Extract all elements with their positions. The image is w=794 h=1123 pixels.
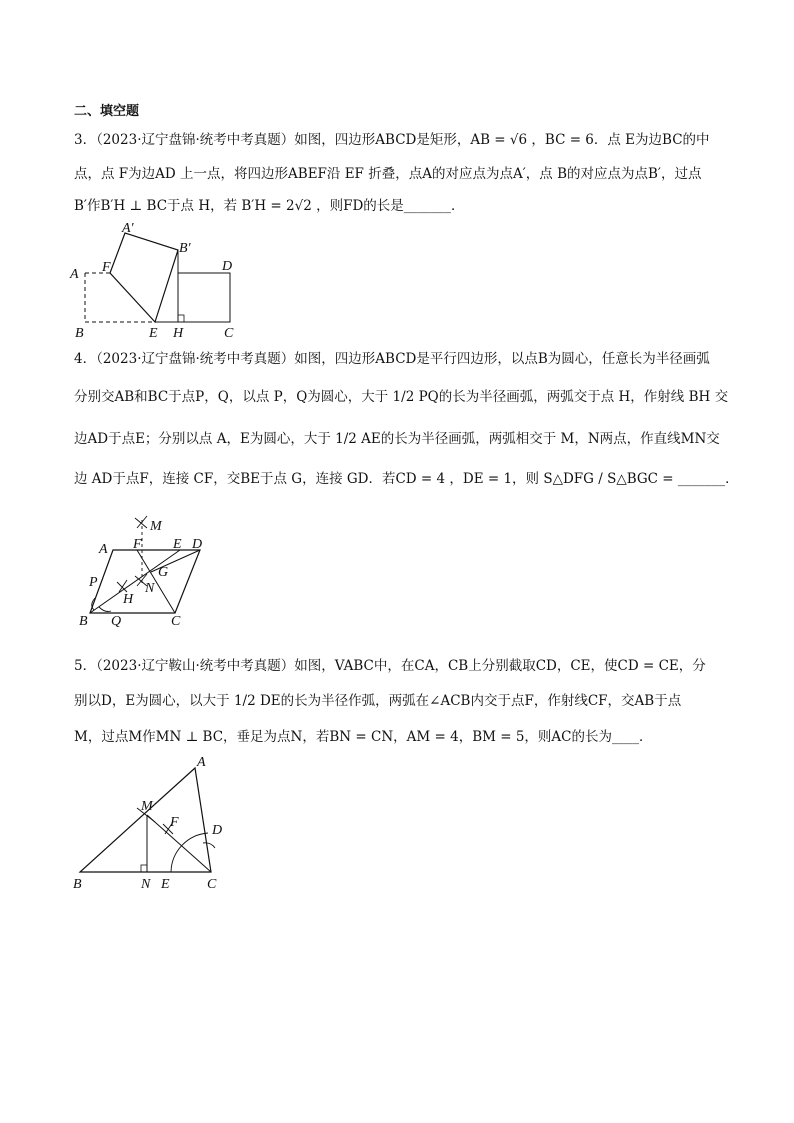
q5-label-m: M bbox=[141, 799, 153, 814]
q5-label-c: C bbox=[207, 877, 217, 892]
q3-label-a-prime: A′ bbox=[122, 221, 134, 236]
q5-label-n: N bbox=[141, 877, 151, 892]
q4-line-4: 边 AD于点F，连接 CF，交BE于点 G，连接 GD．若CD = 4 ，DE = 1，则 S△DFG / S△BGC = _______． bbox=[74, 471, 739, 487]
q4-figure bbox=[75, 510, 225, 630]
q5-label-b: B bbox=[73, 877, 82, 892]
q4-label-q: Q bbox=[111, 614, 122, 629]
q3-line-2: 点，点 F为边AD 上一点，将四边形ABEF沿 EF 折叠，点A的对应点为点A′，点 B的对应点为点B′，过点 bbox=[74, 166, 702, 182]
q4-label-n: N bbox=[145, 581, 155, 596]
q4-label-d: D bbox=[192, 537, 203, 552]
q3-label-a: A bbox=[70, 267, 79, 282]
q4-label-e: E bbox=[173, 537, 182, 552]
q4-label-m: M bbox=[150, 519, 162, 534]
q3-label-h: H bbox=[173, 326, 184, 341]
q4-line-2: 分别交AB和BC于点P，Q，以点 P，Q为圆心，大于 1/2 PQ的长为半径画弧，两弧交于点 H，作射线 BH 交 bbox=[74, 389, 729, 405]
q3-label-c: C bbox=[224, 326, 234, 341]
q5-figure bbox=[65, 750, 235, 895]
q3-label-d: D bbox=[222, 259, 233, 274]
section-title: 二、填空题 bbox=[74, 104, 140, 119]
q5-line-2: 别以D，E为圆心，以大于 1/2 DE的长为半径作弧，两弧在∠ACB内交于点F，作射线CF，交AB于点 bbox=[74, 693, 682, 709]
q3-figure bbox=[60, 220, 260, 345]
q5-line-3: M，过点M作MN ⊥ BC，垂足为点N，若BN = CN，AM = 4，BM = 5，则AC的长为____． bbox=[74, 729, 653, 745]
q5-label-e: E bbox=[161, 877, 170, 892]
q5-label-d: D bbox=[212, 823, 223, 838]
q4-label-b: B bbox=[79, 614, 88, 629]
q3-label-e: E bbox=[149, 326, 158, 341]
q4-label-g: G bbox=[158, 565, 169, 580]
q3-line-1: 3．（2023·辽宁盘锦·统考中考真题）如图，四边形ABCD是矩形，AB = √6 ，BC = 6．点 E为边BC的中 bbox=[74, 132, 710, 148]
q4-line-3: 边AD于点E；分别以点 A，E为圆心，大于 1/2 AE的长为半径画弧，两弧相交于 M，N两点，作直线MN交 bbox=[74, 431, 720, 447]
q3-label-b: B bbox=[75, 326, 84, 341]
q5-line-1: 5．（2023·辽宁鞍山·统考中考真题）如图，VABC中，在CA，CB上分别截取CD，CE，使CD = CE，分 bbox=[74, 658, 706, 674]
q4-label-p: P bbox=[89, 575, 98, 590]
q4-label-h: H bbox=[123, 592, 134, 607]
q3-label-f: F bbox=[102, 260, 111, 275]
q4-label-a: A bbox=[99, 542, 108, 557]
q4-line-1: 4．（2023·辽宁盘锦·统考中考真题）如图，四边形ABCD是平行四边形，以点B为圆心，任意长为半径画弧 bbox=[74, 351, 710, 367]
q4-label-c: C bbox=[171, 614, 181, 629]
q3-label-b-prime: B′ bbox=[179, 241, 191, 256]
q5-label-f: F bbox=[170, 815, 179, 830]
q3-line-3: B′作B′H ⊥ BC于点 H，若 B′H = 2√2 ，则FD的长是_______． bbox=[74, 198, 465, 214]
q5-label-a: A bbox=[197, 755, 206, 770]
q4-label-f: F bbox=[133, 537, 142, 552]
